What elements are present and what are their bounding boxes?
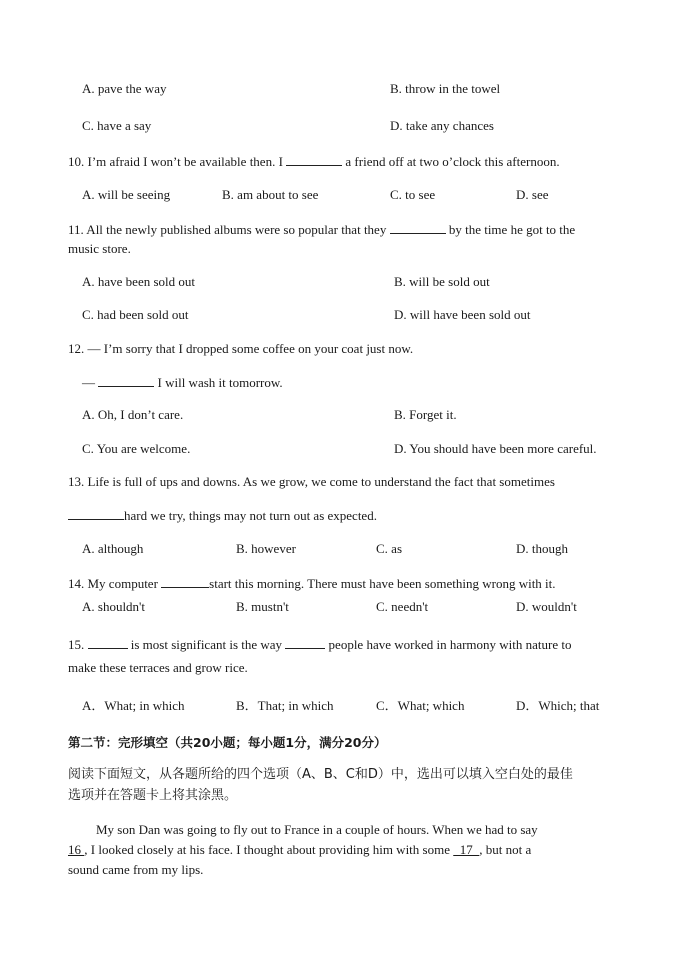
q15-option-a: A．What; in which — [82, 698, 185, 713]
passage-line3: sound came from my lips. — [68, 862, 204, 877]
q15-stem — [68, 636, 572, 653]
q12-option-c: C. You are welcome. — [82, 441, 191, 456]
q9-option-d: D. take any chances — [390, 118, 494, 133]
q12-option-d: D. You should have been more careful. — [394, 441, 597, 456]
q10-stem-pre: 10. I’m afraid I won’t be available then. I — [68, 154, 287, 169]
blank-17: 17 — [453, 842, 480, 857]
section2-instruction-line2: 选项并在答题卡上将其涂黑。 — [68, 788, 238, 803]
q13-option-d: D. though — [516, 541, 568, 556]
q10-option-c: C. to see — [390, 187, 436, 202]
passage-line2 — [68, 842, 531, 858]
q15-stem-mid: is most significant is the way — [127, 637, 286, 652]
passage-line2-mid: , I looked closely at his face. I thought about providing him with some — [84, 842, 454, 857]
q11-option-b: B. will be sold out — [394, 274, 490, 289]
q13-line1: 13. Life is full of ups and downs. As we grow, we come to understand the fact that sometimes — [68, 474, 555, 489]
q13-option-a: A. although — [82, 541, 144, 556]
section2-heading: 第二节：完形填空（共20小题；每小题1分，满分20分） — [68, 735, 387, 750]
q14-option-b: B. mustn't — [236, 599, 289, 614]
q14-stem — [68, 575, 556, 592]
q12-line2 — [82, 374, 283, 391]
q10-stem-post: a friend off at two o’clock this afternoon. — [342, 154, 560, 169]
q15-stem-pre: 15. — [68, 637, 88, 652]
q15-option-b: B．That; in which — [236, 698, 334, 713]
q11-blank — [390, 221, 446, 234]
q11-option-c: C. had been sold out — [82, 307, 189, 322]
q15-blank-2 — [285, 636, 325, 649]
q12-line1: 12. — I’m sorry that I dropped some coffee on your coat just now. — [68, 341, 414, 356]
q12-option-a: A. Oh, I don’t care. — [82, 407, 184, 422]
q11-stem-post: by the time he got to the — [445, 222, 576, 237]
q14-option-d: D. wouldn't — [516, 599, 577, 614]
q12-blank — [98, 374, 154, 387]
q14-option-c: C. needn't — [376, 599, 429, 614]
q14-option-a: A. shouldn't — [82, 599, 146, 614]
q14-stem-post: start this morning. There must have been something wrong with it. — [209, 576, 556, 591]
q11-option-d: D. will have been sold out — [394, 307, 531, 322]
section2-instruction-line1: 阅读下面短文，从各题所给的四个选项（A、B、C和D）中，选出可以填入空白处的最佳 — [68, 767, 573, 782]
q11-stem — [68, 221, 575, 238]
q9-option-a: A. pave the way — [82, 81, 167, 96]
q11-stem-line2: music store. — [68, 241, 131, 256]
q14-stem-pre: 14. My computer — [68, 576, 162, 591]
q15-stem-line2: make these terraces and grow rice. — [68, 660, 248, 675]
q9-option-c: C. have a say — [82, 118, 152, 133]
q10-option-d: D. see — [516, 187, 549, 202]
q15-option-c: C．What; which — [376, 698, 465, 713]
q10-option-a: A. will be seeing — [82, 187, 171, 202]
q10-stem — [68, 153, 560, 170]
q10-blank — [286, 153, 342, 166]
q9-option-b: B. throw in the towel — [390, 81, 501, 96]
passage-line1: My son Dan was going to fly out to France in a couple of hours. When we had to say — [96, 822, 538, 837]
q15-blank-1 — [88, 636, 128, 649]
q13-option-c: C. as — [376, 541, 402, 556]
passage-line2-post: , but not a — [479, 842, 532, 857]
q11-option-a: A. have been sold out — [82, 274, 196, 289]
q12-option-b: B. Forget it. — [394, 407, 457, 422]
q11-stem-pre: 11. All the newly published albums were so popular that they — [68, 222, 390, 237]
q15-option-d: D．Which; that — [516, 698, 600, 713]
q12-line2-post: I will wash it tomorrow. — [154, 375, 283, 390]
q14-blank — [161, 575, 209, 588]
blank-16: 16 — [68, 842, 85, 857]
q13-option-b: B. however — [236, 541, 296, 556]
q12-line2-pre: — — [82, 375, 99, 390]
q10-option-b: B. am about to see — [222, 187, 319, 202]
q15-stem-post: people have worked in harmony with nature to — [325, 637, 572, 652]
q13-blank — [68, 507, 124, 520]
q13-line2 — [68, 507, 377, 524]
q13-line2-post: hard we try, things may not turn out as expected. — [124, 508, 377, 523]
